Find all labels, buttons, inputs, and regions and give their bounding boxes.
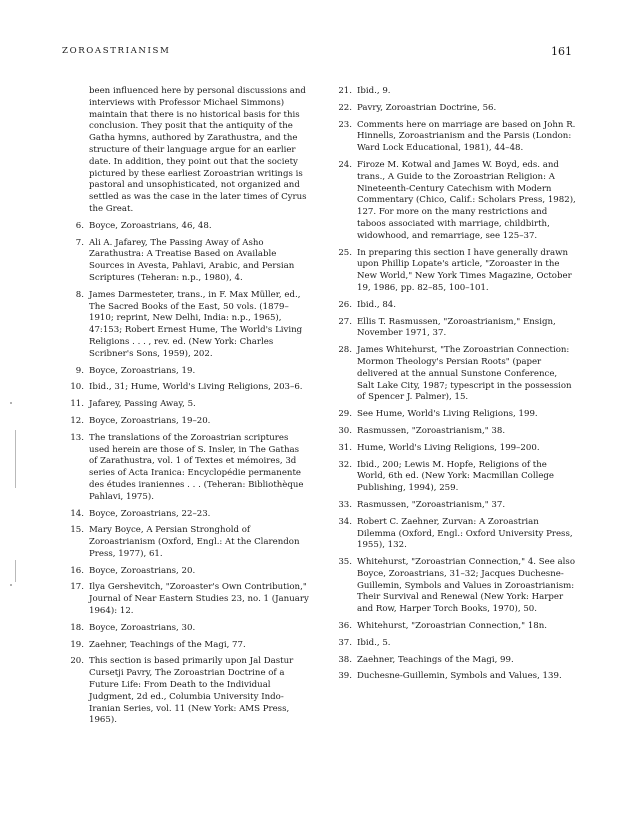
endnote	[62, 382, 309, 394]
endnote	[62, 416, 309, 428]
endnote-text: James Darmesteter, trans., in F. Max Müller, ed., The Sacred Books of the East, 50 vols. (1879–1910; reprint, New Delhi, India: n.p., 1965), 47:153; Robert Ernest Hume, The World's Living Religions . . . , rev. ed. (New York: Charles Scribner's Sons, 1959), 202.	[89, 289, 303, 359]
endnote	[62, 582, 309, 617]
endnote-text: Whitehurst, "Zoroastrian Connection," 18n.	[357, 621, 548, 632]
endnote-text: Ibid., 5.	[357, 637, 391, 648]
endnote	[62, 366, 309, 378]
endnote-number: 21.	[338, 86, 352, 96]
endnote-text: Ali A. Jafarey, The Passing Away of Asho Zarathustra: A Treatise Based on Available Sources in Avesta, Pahlavi, Arabic, and Persian Scriptures (Teheran: n.p., 1980), 4.	[89, 237, 295, 283]
endnote-text: Ibid., 31; Hume, World's Living Religions, 203–6.	[89, 382, 303, 393]
endnote	[330, 517, 577, 552]
endnote	[330, 655, 577, 667]
endnote-number: 14.	[70, 508, 84, 519]
endnote-number: 36.	[338, 621, 352, 632]
endnote-text: Zaehner, Teachings of the Magi, 77.	[89, 639, 246, 650]
page-header	[62, 46, 572, 62]
endnote-number: 26.	[338, 299, 352, 310]
endnote-text: In preparing this section I have generally drawn upon Phillip Lopate's article, "Zoroaster in the New World," New York Times Magazine, October 19, 1986, pp. 82–85, 100–101.	[357, 247, 572, 293]
scan-margin-mark	[15, 560, 16, 582]
endnote	[330, 160, 577, 243]
endnote-text: The translations of the Zoroastrian scriptures used herein are those of S. Insler, in The Gathas of Zarathustra, vol. 1 of Textes et mémoires, 3d series of Acta Iranica: Encyclopédie permanente des études iraniennes . . . (Teheran: Bibliothèque Pahlavi, 1975).	[89, 432, 304, 502]
endnote	[330, 638, 577, 650]
endnote-number: 32.	[338, 459, 352, 470]
endnote	[330, 317, 577, 341]
endnote-text: Hume, World's Living Religions, 199–200.	[357, 442, 540, 453]
endnote	[330, 103, 577, 115]
endnote-number: 13.	[70, 432, 84, 443]
endnote-text: Mary Boyce, A Persian Stronghold of Zoroastrianism (Oxford, Engl.: At the Clarendon Press, 1977), 61.	[89, 525, 300, 559]
endnote	[330, 300, 577, 312]
endnote-number: 33.	[338, 499, 352, 510]
endnote-number: 39.	[338, 671, 352, 682]
endnote	[330, 460, 577, 495]
endnote-number: 24.	[338, 159, 352, 170]
endnote	[62, 509, 309, 521]
endnote-number: 7.	[75, 237, 84, 248]
endnote-text: Ibid., 84.	[357, 299, 397, 310]
endnote-text: Boyce, Zoroastrians, 19–20.	[89, 415, 211, 426]
endnote-number: 12.	[70, 415, 84, 426]
endnote	[330, 86, 577, 98]
endnote-text: Comments here on marriage are based on John R. Hinnells, Zoroastrianism and the Parsis (London: Ward Lock Educational, 1981), 44–48.	[357, 119, 576, 154]
endnote-number: 34.	[338, 516, 352, 527]
endnote	[330, 671, 577, 683]
endnote-text: Ibid., 200; Lewis M. Hopfe, Religions of the World, 6th ed. (New York: Macmillan College Publishing, 1994), 259.	[357, 459, 555, 494]
endnote	[330, 443, 577, 455]
endnote-text: Boyce, Zoroastrians, 19.	[89, 365, 196, 376]
endnote	[62, 238, 309, 285]
endnote-text: Duchesne-Guillemin, Symbols and Values, 139.	[357, 671, 562, 682]
endnote	[62, 656, 309, 727]
endnote-text: Ilya Gershevitch, "Zoroaster's Own Contribution," Journal of Near Eastern Studies 23, no. 1 (January 1964): 12.	[89, 582, 309, 617]
endnote-number: 27.	[338, 316, 352, 327]
endnote	[330, 500, 577, 512]
endnote-number: 18.	[70, 622, 84, 633]
endnote-number: 29.	[338, 409, 352, 420]
page-number: 161	[551, 45, 572, 58]
endnote-text: Robert C. Zaehner, Zurvan: A Zoroastrian Dilemma (Oxford, Engl.: Oxford University Press, 1955), 132.	[357, 516, 573, 551]
endnote-number: 37.	[338, 637, 352, 648]
endnote	[62, 433, 309, 504]
endnote-number: 11.	[70, 399, 84, 410]
endnote	[62, 525, 309, 560]
notes-right-column	[330, 86, 577, 688]
scan-speck	[10, 584, 12, 586]
endnote	[62, 399, 309, 411]
endnote	[62, 640, 309, 652]
endnote-text: This section is based primarily upon Jal Dastur Cursetji Pavry, The Zoroastrian Doctrine of a Future Life: From Death to the Individual Judgment, 2d ed., Columbia University Indo-Iranian Series, vol. 11 (New York: AMS Press, 1965).	[89, 656, 294, 726]
endnote-number: 22.	[338, 102, 352, 113]
endnote-number: 20.	[70, 656, 84, 667]
endnote-text: Ibid., 9.	[357, 86, 391, 96]
endnote	[62, 290, 309, 361]
endnote	[62, 566, 309, 578]
endnote-text: James Whitehurst, "The Zoroastrian Connection: Mormon Theology's Persian Roots" (paper delivered at the annual Sunstone Conference, Salt Lake City, 1987; typescript in the possession of Spencer J. Palmer), 15.	[357, 345, 572, 403]
endnote-text: Rasmussen, "Zoroastrianism," 38.	[357, 425, 506, 436]
endnote-number: 31.	[338, 442, 352, 453]
endnote-number: 10.	[70, 382, 84, 393]
endnote-text: Whitehurst, "Zoroastrian Connection," 4. See also Boyce, Zoroastrians, 31–32; Jacques Duchesne-Guillemin, Symbols and Values in Zoroastrianism: Their Survival and Renewal (New York: Harper and Row, Harper Torch Books, 1970), 50.	[357, 557, 575, 615]
endnote-text: been influenced here by personal discussions and interviews with Professor Michael Simmons) maintain that there is no historical basis for this conclusion. They posit that the antiquity of the Gatha hymns, authored by Zarathustra, and the structure of their language argue for an earlier date. In addition, they point out that the society pictured by these earliest Zoroastrian writings is pastoral and unsophisticated, not organized and settled as was the case in the later times of Cyrus the Great.	[89, 86, 307, 214]
endnote-number: 9.	[75, 365, 84, 376]
endnote	[62, 221, 309, 233]
endnote-text: Pavry, Zoroastrian Doctrine, 56.	[357, 102, 497, 113]
endnote-number: 6.	[75, 220, 84, 231]
endnote-number: 19.	[70, 639, 84, 650]
endnote-number: 15.	[70, 525, 84, 536]
endnote-number: 25.	[338, 247, 352, 258]
endnote-number: 38.	[338, 654, 352, 665]
endnote-text: Boyce, Zoroastrians, 20.	[89, 565, 196, 576]
endnote-number: 30.	[338, 425, 352, 436]
endnote-text: Zaehner, Teachings of the Magi, 99.	[357, 654, 514, 665]
endnote	[330, 621, 577, 633]
endnote-text: See Hume, World's Living Religions, 199.	[357, 409, 538, 420]
endnote	[62, 86, 309, 216]
endnote-text: Boyce, Zoroastrians, 30.	[89, 622, 196, 633]
endnote-text: Firoze M. Kotwal and James W. Boyd, eds. and trans., A Guide to the Zoroastrian Religion: A Nineteenth-Century Catechism with Modern Commentary (Chico, Calif.: Scholars Press, 1982), 127. For more on the many restrictions and taboos associated with marriage, childbirth, widowhood, and remarriage, see 125–37.	[357, 159, 576, 241]
endnote-text: Rasmussen, "Zoroastrianism," 37.	[357, 499, 506, 510]
endnote-text: Jafarey, Passing Away, 5.	[89, 399, 196, 410]
endnote	[330, 120, 577, 155]
endnote	[330, 345, 577, 404]
endnote-number: 28.	[338, 345, 352, 356]
endnote-text: Ellis T. Rasmussen, "Zoroastrianism," Ensign, November 1971, 37.	[357, 316, 556, 339]
endnote	[330, 426, 577, 438]
endnote-number: 16.	[70, 565, 84, 576]
scan-margin-mark	[15, 430, 16, 488]
scan-speck	[10, 402, 12, 404]
endnote	[330, 248, 577, 295]
endnote	[330, 409, 577, 421]
endnote-text: Boyce, Zoroastrians, 22–23.	[89, 508, 211, 519]
endnote-number: 8.	[75, 289, 84, 300]
running-head: ZOROASTRIANISM	[62, 46, 171, 56]
endnote-number: 17.	[70, 582, 84, 593]
endnote-number: 23.	[338, 119, 352, 130]
endnote-text: Boyce, Zoroastrians, 46, 48.	[89, 220, 212, 231]
endnote	[62, 623, 309, 635]
notes-left-column	[62, 86, 309, 732]
endnote-number: 35.	[338, 557, 352, 568]
endnote	[330, 557, 577, 616]
